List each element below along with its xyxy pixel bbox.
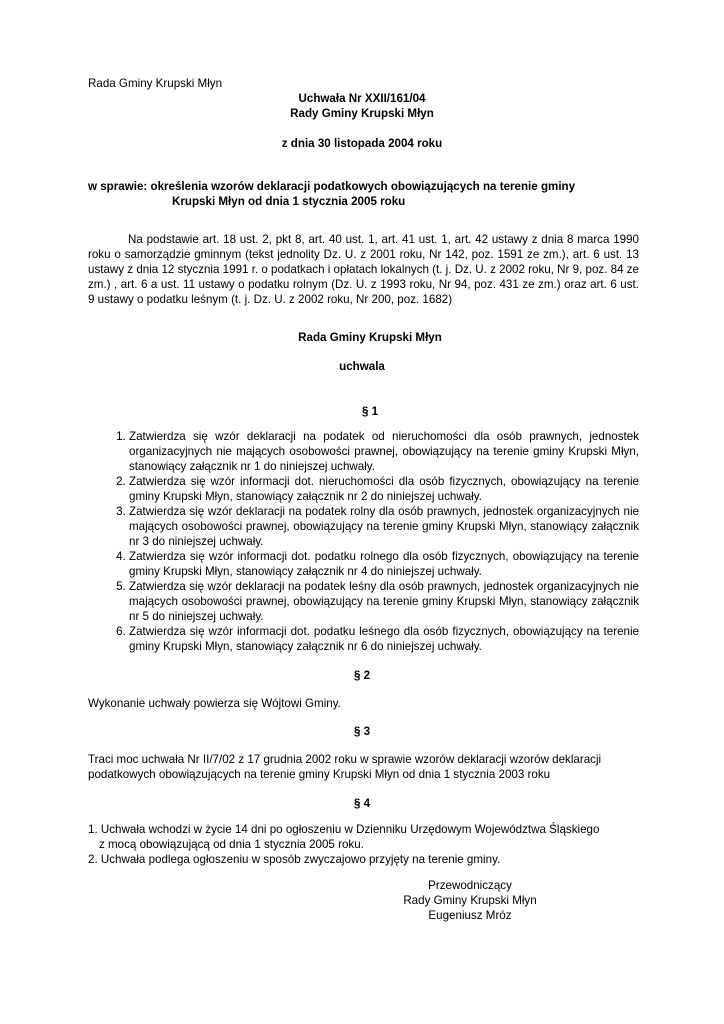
section-4-heading: § 4	[353, 797, 371, 810]
list-item: 4. Zatwierdza się wzór informacji dot. podatku rolnego dla osób fizycznych, obowiązujący na terenie gminy Krupski Młyn, stanowiący załącznik nr 4 do niniejszej uchwały.	[129, 549, 639, 579]
section-4-item-1-line-2: z mocą obowiązującą od dnia 1 stycznia 2005 roku.	[99, 838, 364, 851]
subject-line-1: w sprawie: określenia wzorów deklaracji podatkowych obowiązujących na terenie gminy	[88, 180, 576, 193]
signature-body: Rady Gminy Krupski Młyn	[403, 894, 537, 907]
section-4-content	[88, 822, 648, 867]
section-4-item-1-line-1: 1. Uchwała wchodzi w życie 14 dni po ogłoszeniu w Dzienniku Urzędowym Województwa Śląskiego	[88, 823, 600, 836]
section-4-item-2: 2. Uchwała podlega ogłoszeniu w sposób zwyczajowo przyjęty na terenie gminy.	[88, 853, 501, 866]
legal-basis-paragraph: Na podstawie art. 18 ust. 2, pkt 8, art. 40 ust. 1, art. 41 ust. 1, art. 42 ustawy z dnia 8 marca 1990 roku o samorządzie gminnym (tekst jednolity Dz. U. z 2001 roku, Nr 142, poz. 1591 ze zm.), art. 6 ust. 13 ustawy z dnia 12 stycznia 1991 r. o podatkach i opłatach lokalnych (t. j. Dz. U. z 2002 roku, Nr 9, poz. 84 ze zm.) , art. 6 a ust. 11 ustawy o podatku rolnym (Dz. U. z 1993 roku, Nr 94, poz. 431 ze zm.) oraz art. 6 ust. 9 ustawy o podatku leśnym (t. j. Dz. U. z 2002 roku, Nr 200, poz. 1682)	[88, 233, 639, 306]
signature-name: Eugeniusz Mróz	[428, 909, 512, 922]
resolving-body: Rada Gminy Krupski Młyn	[298, 331, 442, 344]
section-1-list	[88, 429, 639, 654]
resolution-number: Uchwała Nr XXII/161/04	[298, 92, 426, 105]
section-3-heading: § 3	[353, 725, 371, 738]
resolution-subject	[88, 179, 648, 209]
section-1-heading: § 1	[361, 405, 379, 418]
signature-role: Przewodniczący	[428, 879, 512, 892]
section-2-text: Wykonanie uchwały powierza się Wójtowi Gminy.	[88, 697, 341, 710]
list-item: 2. Zatwierdza się wzór informacji dot. nieruchomości dla osób fizycznych, obowiązujący na terenie gminy Krupski Młyn, stanowiący załącznik nr 2 do niniejszej uchwały.	[129, 474, 639, 504]
section-3-text: Traci moc uchwała Nr II/7/02 z 17 grudnia 2002 roku w sprawie wzorów deklaracji wzorów deklaracji podatkowych obowiązujących na terenie gminy Krupski Młyn od dnia 1 stycznia 2003 roku	[88, 753, 602, 781]
list-item: 3. Zatwierdza się wzór deklaracji na podatek rolny dla osób prawnych, jednostek organizacyjnych nie mających osobowości prawnej, obowiązujący na terenie gminy Krupski Młyn, stanowiący załącznik nr 3 do niniejszej uchwały.	[129, 504, 639, 549]
list-item: 6. Zatwierdza się wzór informacji dot. podatku leśnego dla osób fizycznych, obowiązujący na terenie gminy Krupski Młyn, stanowiący załącznik nr 6 do niniejszej uchwały.	[129, 624, 639, 654]
section-2-heading: § 2	[353, 669, 371, 682]
list-item: 5. Zatwierdza się wzór deklaracji na podatek leśny dla osób prawnych, jednostek organizacyjnych nie mających osobowości prawnej, obowiązujący na terenie gminy Krupski Młyn, stanowiący załącznik nr 5 do niniejszej uchwały.	[129, 579, 639, 624]
list-item: 1. Zatwierdza się wzór deklaracji na podatek od nieruchomości dla osób prawnych, jednostek organizacyjnych nie mających osobowości prawnej, obowiązujący na terenie gminy Krupski Młyn, stanowiący załącznik nr 1 do niniejszej uchwały.	[129, 429, 639, 474]
signature-block	[380, 878, 560, 923]
resolution-date: z dnia 30 listopada 2004 roku	[281, 137, 443, 150]
resolution-issuer: Rady Gminy Krupski Młyn	[290, 107, 434, 120]
issuing-organization: Rada Gminy Krupski Młyn	[88, 77, 223, 90]
resolves-heading: uchwala	[339, 360, 385, 373]
subject-line-2: Krupski Młyn od dnia 1 stycznia 2005 roku	[172, 195, 406, 208]
